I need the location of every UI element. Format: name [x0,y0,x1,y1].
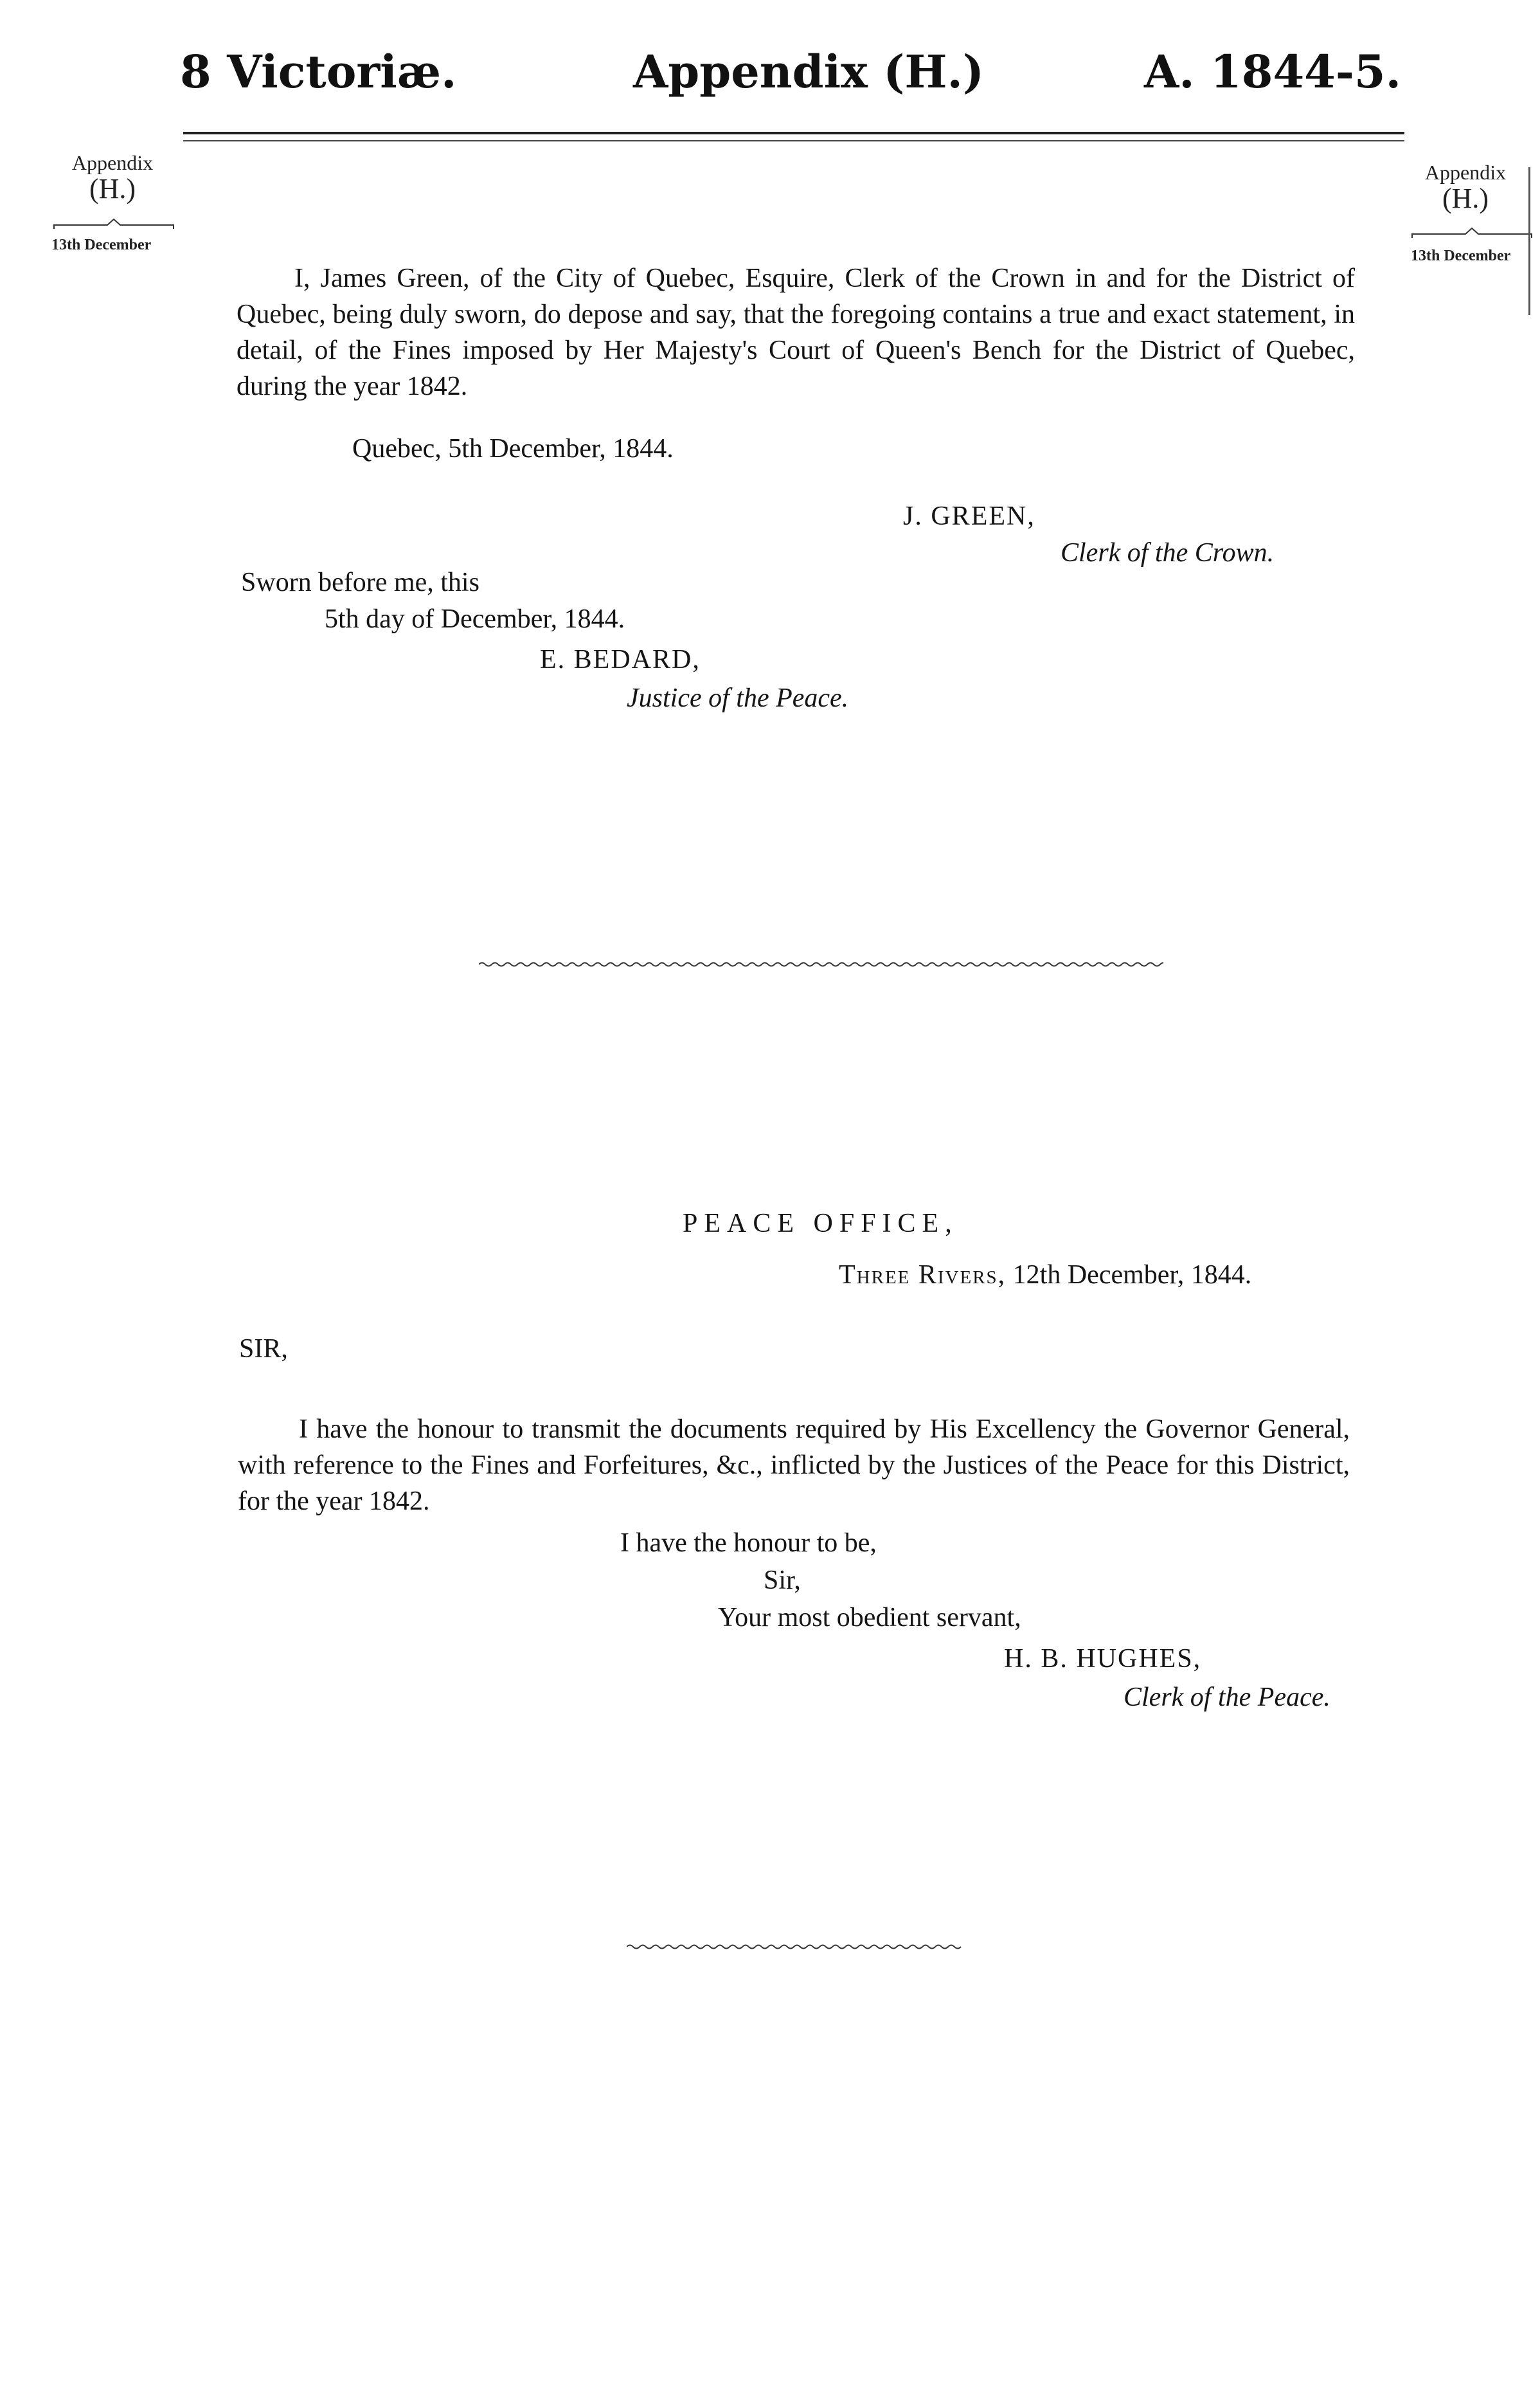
letter-salutation: SIR, [239,1334,288,1364]
letter-date: 12th December, 1844. [1012,1260,1252,1290]
letter-closing-1: I have the honour to be, [620,1528,877,1558]
letter-closing-3: Your most obedient servant, [718,1603,1021,1632]
header-session-year: A. 1844-5. [1144,45,1402,98]
affidavit-paragraph: I, James Green, of the City of Quebec, Esquire, Clerk of the Crown in and for the District of Quebec, being duly sworn, do depose and say, that the foregoing contains a true and exact statement, in detail, of the Fines imposed by Her Majesty's Court of Queen's Bench for the District of Quebec, during the year 1842. [237,264,1355,401]
sworn-line-1: Sworn before me, this [241,568,479,597]
header-rule-thick [183,132,1404,134]
letter-signer-title: Clerk of the Peace. [1124,1683,1330,1712]
header-regnal-year: 8 Victoriæ. [180,45,457,98]
letter-dateline [839,1257,1251,1293]
margin-note-label: Appendix [1424,161,1507,184]
sworn-line-2: 5th day of December, 1844. [325,604,625,634]
margin-date-left: 13th December [51,237,152,253]
margin-note-right [1414,161,1517,213]
margin-note-left [61,151,164,204]
header-appendix: Appendix (H.) [633,45,985,98]
affidavit-signer-title: Clerk of the Crown. [1061,538,1275,568]
justice-title: Justice of the Peace. [627,683,849,713]
margin-note-label: Appendix [71,151,154,174]
justice-name: E. BEDARD, [540,645,701,674]
margin-brace-left [53,217,175,231]
affidavit-signer: J. GREEN, [903,501,1035,531]
margin-brace-right [1411,226,1533,240]
margin-note-appendix-letter: (H.) [1442,183,1489,214]
page-edge-mark [1528,167,1530,315]
wavy-separator [479,961,1163,968]
margin-note-appendix-letter: (H.) [89,173,136,204]
wavy-separator [627,1943,964,1951]
header-rule-thin [183,140,1404,141]
affidavit-place-date: Quebec, 5th December, 1844. [352,434,674,464]
letter-closing-2: Sir, [764,1566,801,1595]
letter-office-heading: PEACE OFFICE, [683,1209,958,1238]
letter-place: Three Rivers, [839,1260,1007,1290]
letter-signer: H. B. HUGHES, [1004,1644,1202,1674]
margin-date-right: 13th December [1411,248,1511,264]
letter-paragraph: I have the honour to transmit the documents required by His Excellency the Governor General, with reference to the Fines and Forfeitures, &c., inflicted by the Justices of the Peace for this District, for the year 1842. [238,1414,1350,1516]
